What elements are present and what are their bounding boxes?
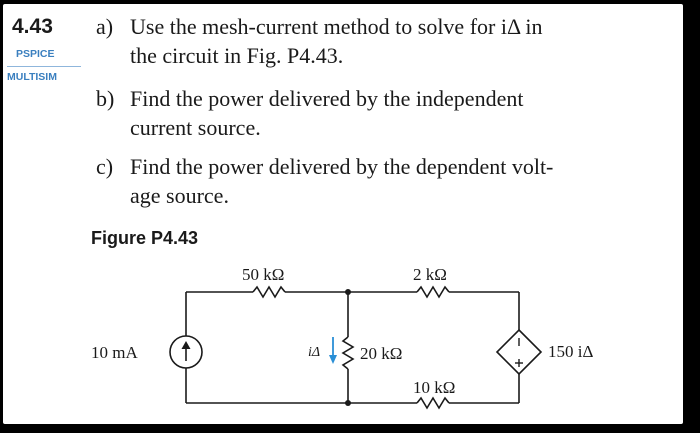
current-source-arrow-head — [182, 341, 191, 349]
figure-title: Figure P4.43 — [91, 228, 199, 248]
current-arrow-head — [329, 355, 337, 364]
part-c-line-2: age source. — [130, 183, 229, 208]
problem-number: 4.43 — [12, 15, 53, 38]
dependent-source-diamond — [497, 330, 541, 374]
resistor-20k — [343, 337, 353, 369]
resistor-50k — [253, 287, 285, 297]
label-10k: 10 kΩ — [413, 378, 456, 397]
circuit-diagram — [3, 4, 683, 424]
part-b-line-2: current source. — [130, 115, 261, 140]
node-bottom — [345, 400, 351, 406]
label-10ma: 10 mA — [91, 343, 138, 362]
label-50k: 50 kΩ — [242, 265, 285, 284]
part-c-line-1: Find the power delivered by the dependent volt- — [130, 154, 554, 179]
part-b-line-1: Find the power delivered by the independent — [130, 86, 524, 111]
pspice-tag: PSPICE — [16, 48, 55, 60]
part-a-line-2: the circuit in Fig. P4.43. — [130, 43, 344, 68]
textbook-page — [3, 4, 683, 424]
node-top — [345, 289, 351, 295]
label-20k: 20 kΩ — [360, 344, 403, 363]
label-2k: 2 kΩ — [413, 265, 447, 284]
label-i-delta: iΔ — [308, 345, 321, 360]
multisim-tag: MULTISIM — [7, 71, 57, 83]
part-b-letter: b) — [96, 86, 115, 111]
resistor-2k — [417, 287, 449, 297]
part-a-line-1: Use the mesh-current method to solve for iΔ in — [130, 14, 543, 39]
part-a-letter: a) — [96, 14, 114, 39]
label-dependent-source: 150 iΔ — [548, 342, 594, 361]
part-c-letter: c) — [96, 154, 114, 179]
resistor-10k — [417, 398, 449, 408]
